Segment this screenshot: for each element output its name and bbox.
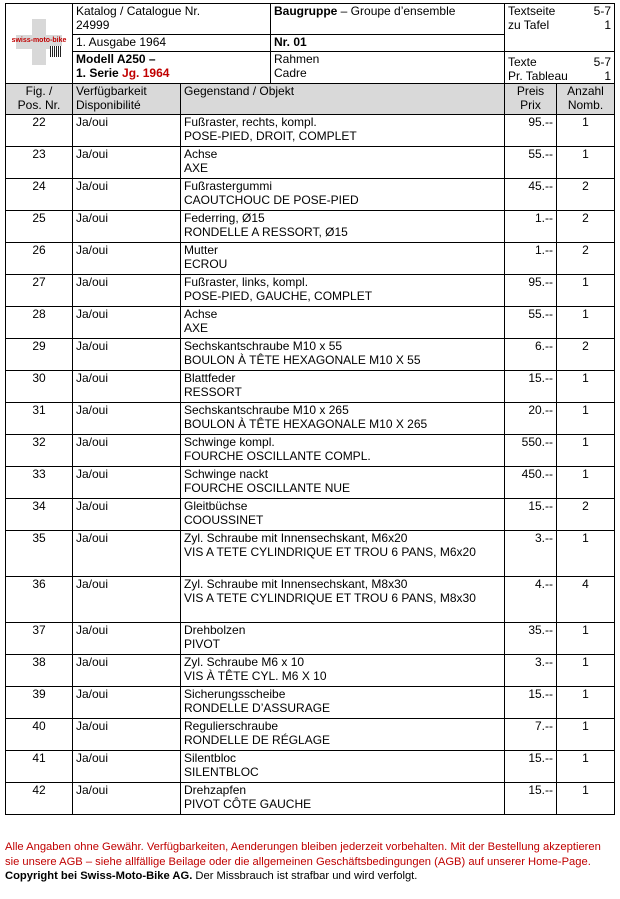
row-price: 15.-- — [505, 687, 557, 719]
table-row — [6, 467, 615, 499]
row-price: 6.-- — [505, 339, 557, 371]
row-price: 4.-- — [505, 577, 557, 623]
row-price: 15.-- — [505, 499, 557, 531]
row-name-fr: COOUSSINET — [184, 513, 264, 527]
table-row — [6, 275, 615, 307]
row-name-de: Gleitbüchse — [184, 499, 248, 513]
row-availability: Ja/oui — [73, 783, 181, 815]
row-name-fr: RESSORT — [184, 385, 242, 399]
row-qty: 1 — [557, 371, 615, 403]
table-row — [6, 719, 615, 751]
row-availability: Ja/oui — [73, 403, 181, 435]
row-qty: 1 — [557, 655, 615, 687]
row-qty: 1 — [557, 147, 615, 179]
row-price: 45.-- — [505, 179, 557, 211]
row-pos: 33 — [6, 467, 73, 499]
row-qty: 1 — [557, 435, 615, 467]
row-qty: 1 — [557, 115, 615, 147]
row-name-fr: VIS A TETE CYLINDRIQUE ET TROU 6 PANS, M6x20 — [184, 545, 476, 559]
row-name-de: Silentbloc — [184, 751, 237, 765]
row-availability: Ja/oui — [73, 275, 181, 307]
copyright-text: Copyright bei Swiss-Moto-Bike AG. — [5, 870, 193, 882]
row-name-de: Sechskantschraube M10 x 265 — [184, 403, 349, 417]
table-row — [6, 211, 615, 243]
row-price: 15.-- — [505, 783, 557, 815]
row-price: 95.-- — [505, 115, 557, 147]
row-object — [181, 751, 505, 783]
parts-table — [5, 83, 615, 815]
group-cell — [271, 4, 505, 35]
row-object — [181, 655, 505, 687]
row-qty: 1 — [557, 467, 615, 499]
row-name-de: Federring, Ø15 — [184, 211, 265, 225]
row-qty: 1 — [557, 783, 615, 815]
row-name-fr: AXE — [184, 161, 209, 175]
tableau-label: Pr. Tableau — [508, 69, 568, 83]
row-availability: Ja/oui — [73, 623, 181, 655]
group-name-cell — [271, 52, 505, 84]
row-availability: Ja/oui — [73, 719, 181, 751]
row-price: 20.-- — [505, 403, 557, 435]
catalog-sheet — [5, 3, 614, 815]
row-price: 55.-- — [505, 307, 557, 339]
row-qty: 2 — [557, 243, 615, 275]
row-name-de: Sechskantschraube M10 x 55 — [184, 339, 343, 353]
group-name-de: Rahmen — [274, 52, 320, 66]
row-qty: 2 — [557, 211, 615, 243]
table-row — [6, 687, 615, 719]
table-row — [6, 115, 615, 147]
row-price: 3.-- — [505, 655, 557, 687]
row-pos: 38 — [6, 655, 73, 687]
texte-label: Texte — [508, 55, 537, 69]
col-qty: Anzahl Nomb. — [557, 84, 615, 115]
row-object — [181, 115, 505, 147]
col-pos: Fig. / Pos. Nr. — [6, 84, 73, 115]
row-name-fr: RONDELLE A RESSORT, Ø15 — [184, 225, 348, 239]
col-price: Preis Prix — [505, 84, 557, 115]
row-name-de: Drehzapfen — [184, 783, 247, 797]
disclaimer-text: Alle Angaben ohne Gewähr. Verfügbarkeiten, Aenderungen bleiben jederzeit vorbehalten. Mit der Bestellung akzeptieren sie unsere AGB – siehe allfällige Beilage oder die allgemeinen Geschäftsbedingungen (AGB) auf unserer Home-Page. — [5, 841, 601, 868]
textseite-label: Textseite — [508, 4, 556, 18]
table-row — [6, 179, 615, 211]
row-pos: 27 — [6, 275, 73, 307]
row-object — [181, 403, 505, 435]
row-price: 550.-- — [505, 435, 557, 467]
row-object — [181, 499, 505, 531]
disclaimer-footer — [5, 840, 617, 884]
row-name-fr: FOURCHE OSCILLANTE NUE — [184, 481, 351, 495]
row-availability: Ja/oui — [73, 467, 181, 499]
row-qty: 1 — [557, 403, 615, 435]
row-name-de: Blattfeder — [184, 371, 236, 385]
table-row — [6, 655, 615, 687]
table-row — [6, 339, 615, 371]
row-availability: Ja/oui — [73, 179, 181, 211]
row-name-fr: BOULON À TÊTE HEXAGONALE M10 X 55 — [184, 353, 421, 367]
row-name-fr: RONDELLE D’ASSURAGE — [184, 701, 331, 715]
row-object — [181, 687, 505, 719]
row-qty: 1 — [557, 719, 615, 751]
row-price: 1.-- — [505, 243, 557, 275]
row-name-fr: VIS A TETE CYLINDRIQUE ET TROU 6 PANS, M8x30 — [184, 591, 476, 605]
series-year: Jg. 1964 — [122, 66, 170, 80]
row-availability: Ja/oui — [73, 339, 181, 371]
series-prefix: 1. Serie — [76, 66, 119, 80]
row-availability: Ja/oui — [73, 435, 181, 467]
table-row — [6, 751, 615, 783]
row-pos: 37 — [6, 623, 73, 655]
row-object — [181, 435, 505, 467]
row-object — [181, 531, 505, 577]
row-pos: 39 — [6, 687, 73, 719]
group-number: Nr. 01 — [271, 35, 505, 52]
row-availability: Ja/oui — [73, 531, 181, 577]
edition-cell: 1. Ausgabe 1964 — [73, 35, 271, 52]
row-object — [181, 179, 505, 211]
row-name-fr: AXE — [184, 321, 209, 335]
row-availability: Ja/oui — [73, 751, 181, 783]
row-object — [181, 623, 505, 655]
row-pos: 25 — [6, 211, 73, 243]
row-pos: 29 — [6, 339, 73, 371]
row-name-fr: CAOUTCHOUC DE POSE-PIED — [184, 193, 359, 207]
row-qty: 1 — [557, 531, 615, 577]
row-availability: Ja/oui — [73, 307, 181, 339]
header-table — [5, 3, 615, 84]
table-row — [6, 435, 615, 467]
group-label-rest: – Groupe d’ensemble — [337, 4, 456, 18]
swiss-cross-logo-icon — [10, 13, 68, 71]
column-header-row — [6, 84, 615, 115]
catalog-label: Katalog / Catalogue Nr. — [76, 4, 201, 18]
table-row — [6, 243, 615, 275]
row-pos: 22 — [6, 115, 73, 147]
zu-tafel-label: zu Tafel — [508, 18, 550, 32]
table-row — [6, 623, 615, 655]
row-name-fr: VIS À TÊTE CYL. M6 X 10 — [184, 669, 327, 683]
row-price: 15.-- — [505, 371, 557, 403]
logo-cell — [6, 4, 73, 84]
row-availability: Ja/oui — [73, 211, 181, 243]
table-row — [6, 147, 615, 179]
textseite-value: 5-7 — [593, 4, 611, 18]
row-price: 35.-- — [505, 623, 557, 655]
row-object — [181, 577, 505, 623]
row-pos: 42 — [6, 783, 73, 815]
row-name-de: Fußrastergummi — [184, 179, 273, 193]
row-name-de: Drehbolzen — [184, 623, 246, 637]
row-name-fr: FOURCHE OSCILLANTE COMPL. — [184, 449, 371, 463]
row-price: 450.-- — [505, 467, 557, 499]
group-label-bold: Baugruppe — [274, 4, 338, 18]
col-availability: Verfügbarkeit Disponibilité — [73, 84, 181, 115]
row-pos: 24 — [6, 179, 73, 211]
row-object — [181, 339, 505, 371]
row-object — [181, 467, 505, 499]
col-object: Gegenstand / Objekt — [181, 84, 505, 115]
row-name-de: Sicherungsscheibe — [184, 687, 286, 701]
row-price: 95.-- — [505, 275, 557, 307]
row-name-fr: SILENTBLOC — [184, 765, 259, 779]
row-name-de: Fußraster, rechts, kompl. — [184, 115, 317, 129]
model-name: Modell A250 – — [76, 52, 156, 66]
row-price: 3.-- — [505, 531, 557, 577]
row-availability: Ja/oui — [73, 687, 181, 719]
row-name-de: Schwinge kompl. — [184, 435, 275, 449]
row-object — [181, 147, 505, 179]
row-name-de: Achse — [184, 307, 218, 321]
row-availability: Ja/oui — [73, 147, 181, 179]
row-qty: 1 — [557, 751, 615, 783]
row-qty: 1 — [557, 623, 615, 655]
logo-text: swiss-moto-bike — [11, 37, 67, 44]
row-price: 15.-- — [505, 751, 557, 783]
row-object — [181, 783, 505, 815]
row-name-fr: POSE-PIED, GAUCHE, COMPLET — [184, 289, 373, 303]
row-pos: 34 — [6, 499, 73, 531]
row-name-fr: POSE-PIED, DROIT, COMPLET — [184, 129, 357, 143]
row-availability: Ja/oui — [73, 655, 181, 687]
row-name-de: Mutter — [184, 243, 219, 257]
row-pos: 40 — [6, 719, 73, 751]
row-pos: 36 — [6, 577, 73, 623]
row-qty: 2 — [557, 179, 615, 211]
row-qty: 4 — [557, 577, 615, 623]
row-name-de: Schwinge nackt — [184, 467, 269, 481]
row-qty: 2 — [557, 339, 615, 371]
row-qty: 1 — [557, 687, 615, 719]
row-name-de: Zyl. Schraube mit Innensechskant, M8x30 — [184, 577, 408, 591]
row-availability: Ja/oui — [73, 499, 181, 531]
row-pos: 32 — [6, 435, 73, 467]
row-pos: 28 — [6, 307, 73, 339]
row-object — [181, 243, 505, 275]
group-name-fr: Cadre — [274, 66, 307, 80]
catalog-number: 24999 — [76, 18, 110, 32]
texte-value: 5-7 — [593, 55, 611, 69]
row-pos: 35 — [6, 531, 73, 577]
row-pos: 31 — [6, 403, 73, 435]
row-object — [181, 371, 505, 403]
row-price: 7.-- — [505, 719, 557, 751]
table-row — [6, 783, 615, 815]
row-name-fr: RONDELLE DE RÉGLAGE — [184, 733, 331, 747]
row-pos: 26 — [6, 243, 73, 275]
row-pos: 23 — [6, 147, 73, 179]
row-name-fr: PIVOT CÔTE GAUCHE — [184, 797, 312, 811]
row-availability: Ja/oui — [73, 371, 181, 403]
row-name-de: Achse — [184, 147, 218, 161]
texte-cell — [505, 52, 615, 84]
row-price: 55.-- — [505, 147, 557, 179]
catalog-cell — [73, 4, 271, 35]
table-row — [6, 531, 615, 577]
row-object — [181, 719, 505, 751]
row-name-fr: ECROU — [184, 257, 228, 271]
table-row — [6, 403, 615, 435]
table-row — [6, 499, 615, 531]
table-row — [6, 577, 615, 623]
row-availability: Ja/oui — [73, 243, 181, 275]
row-name-fr: BOULON À TÊTE HEXAGONALE M10 X 265 — [184, 417, 428, 431]
row-pos: 30 — [6, 371, 73, 403]
row-object — [181, 307, 505, 339]
table-row — [6, 307, 615, 339]
row-name-de: Regulierschraube — [184, 719, 279, 733]
zu-tafel-value: 1 — [604, 18, 611, 32]
row-availability: Ja/oui — [73, 577, 181, 623]
row-qty: 1 — [557, 275, 615, 307]
tableau-value: 1 — [604, 69, 611, 83]
model-cell — [73, 52, 271, 84]
textseite-cell — [505, 4, 615, 52]
misuse-text: Der Missbrauch ist strafbar und wird verfolgt. — [195, 870, 418, 882]
row-price: 1.-- — [505, 211, 557, 243]
row-object — [181, 211, 505, 243]
row-name-de: Zyl. Schraube M6 x 10 — [184, 655, 305, 669]
table-row — [6, 371, 615, 403]
row-qty: 2 — [557, 499, 615, 531]
row-object — [181, 275, 505, 307]
row-availability: Ja/oui — [73, 115, 181, 147]
row-qty: 1 — [557, 307, 615, 339]
row-name-de: Fußraster, links, kompl. — [184, 275, 309, 289]
row-name-de: Zyl. Schraube mit Innensechskant, M6x20 — [184, 531, 408, 545]
row-pos: 41 — [6, 751, 73, 783]
row-name-fr: PIVOT — [184, 637, 221, 651]
